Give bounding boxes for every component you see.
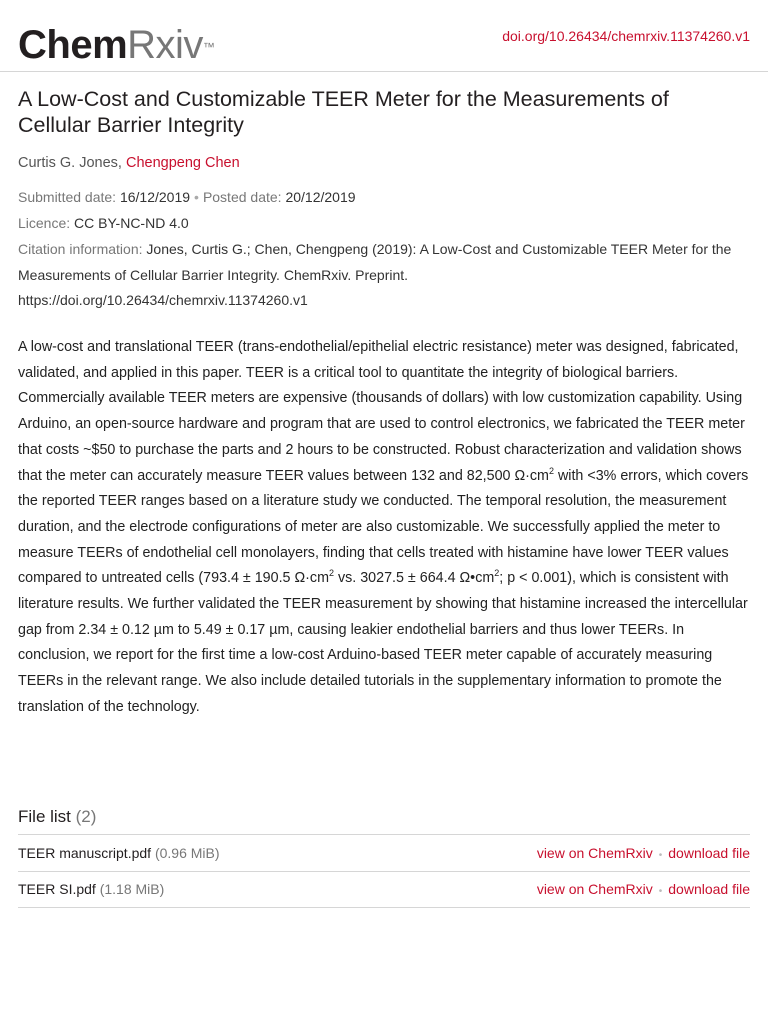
file-row <box>18 835 750 871</box>
abstract-text: with <3% errors, which covers the reported TEER ranges based on a literature study we conducted. The temporal resolution, the measurement duration, and the electrode configurations of meter are also customizable. We successfully applied the meter to measure TEERs of endothelial cell monolayers, finding that cells treated with histamine have lower TEER values compared to untreated cells (793.4 ± 190.5 Ω·cm <box>18 467 749 587</box>
abstract <box>18 335 752 721</box>
citation-block <box>18 237 750 314</box>
file-actions <box>537 871 750 910</box>
separator-dot: • <box>658 886 663 897</box>
licence-label: Licence: <box>18 215 71 231</box>
abstract-text: vs. 3027.5 ± 664.4 Ω•cm <box>334 570 495 587</box>
abstract-text: ; p < 0.001), which is consistent with literature results. We further validated the TEER measurement by showing that histamine increased the intercellular gap from 2.34 ± 0.12 µm to 5.49 ± 0.17 µm, causing leakier endothelial barriers and thus lower TEERs. In conclusion, we report for the first time a low-cost Arduino-based TEER meter capable of accurately measuring TEERs in the relevant range. We also include detailed tutorials in the supplementary information to promote the translation of the technology. <box>18 570 748 715</box>
file-size: (1.18 MiB) <box>99 881 165 897</box>
file-actions <box>537 835 750 874</box>
page-header <box>18 20 750 68</box>
header-divider <box>0 71 768 72</box>
author-name: Curtis G. Jones, <box>18 155 122 171</box>
view-on-chemrxiv-link[interactable]: view on ChemRxiv <box>536 845 653 861</box>
posted-date-label: Posted date: <box>202 189 282 205</box>
author-link[interactable]: Chengpeng Chen <box>125 155 240 171</box>
superscript-2: 2 <box>329 568 335 579</box>
download-file-link[interactable]: download file <box>668 845 750 861</box>
file-name: TEER SI.pdf <box>18 881 96 897</box>
author-list <box>18 155 240 171</box>
doi-link[interactable]: doi.org/10.26434/chemrxiv.11374260.v1 <box>502 28 750 44</box>
superscript-2: 2 <box>548 465 554 476</box>
file-count: (2) <box>75 807 97 826</box>
chemrxiv-logo[interactable] <box>18 22 214 68</box>
submitted-date-label: Submitted date: <box>18 189 117 205</box>
citation-label: Citation information: <box>18 241 143 257</box>
file-size: (0.96 MiB) <box>154 845 220 861</box>
submitted-date-value: 16/12/2019 <box>119 189 191 205</box>
download-file-link[interactable]: download file <box>668 881 750 897</box>
separator-dot: • <box>194 189 199 205</box>
file-name: TEER manuscript.pdf <box>18 845 152 861</box>
abstract-text: A low-cost and translational TEER (trans-endothelial/epithelial electric resistance) meter was designed, fabricated, validated, and applied in this paper. TEER is a critical tool to quantitate the integrity of biological barriers. Commercially available TEER meters are expensive (thousands of dollars) with low customization capability. Using Arduino, an open-source hardware and program that are used to control electronics, we fabricated the TEER meter that costs ~$50 to purchase the parts and 2 hours to be constructed. Robust characterization and validation shows that the meter can accurately measure TEER values between 132 and 82,500 Ω·cm <box>18 339 745 484</box>
file-list-heading <box>18 807 96 827</box>
file-list-title: File list <box>18 807 71 826</box>
citation-text: Jones, Curtis G.; Chen, Chengpeng (2019): A Low-Cost and Customizable TEER Meter for the Measurements of Cellular Barrier Integrity. ChemRxiv. Preprint. <box>18 241 732 283</box>
file-row-divider <box>18 907 750 908</box>
paper-title: A Low-Cost and Customizable TEER Meter for the Measurements of Cellular Barrier Integrity <box>18 87 669 137</box>
logo-chem-text: Chem <box>18 23 128 67</box>
citation-url[interactable]: https://doi.org/10.26434/chemrxiv.11374260.v1 <box>18 292 308 308</box>
dates-line <box>18 185 750 211</box>
view-on-chemrxiv-link[interactable]: view on ChemRxiv <box>536 881 653 897</box>
posted-date-value: 20/12/2019 <box>285 189 356 205</box>
trademark-symbol: ™ <box>202 40 215 54</box>
licence-line <box>18 211 750 237</box>
licence-value: CC BY-NC-ND 4.0 <box>74 215 189 231</box>
superscript-2: 2 <box>494 568 500 579</box>
logo-rxiv-text: Rxiv <box>127 23 203 67</box>
separator-dot: • <box>658 850 663 861</box>
file-row <box>18 871 750 907</box>
